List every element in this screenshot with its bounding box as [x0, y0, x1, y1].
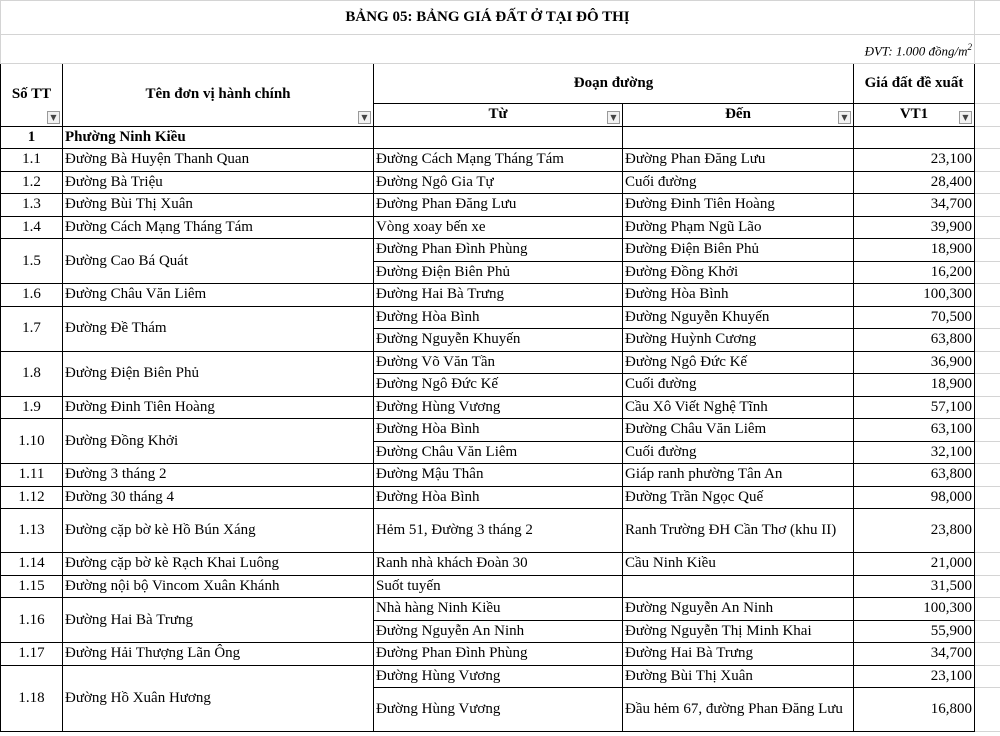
road-name[interactable]: Đường Bà Triệu: [63, 171, 374, 194]
segment-from[interactable]: Đường Võ Văn Tần: [374, 351, 623, 374]
price-vt1[interactable]: 32,100: [854, 441, 975, 464]
table-row: [1, 486, 1000, 509]
empty-cell[interactable]: [975, 598, 1000, 621]
empty-cell[interactable]: [975, 643, 1000, 666]
segment-to[interactable]: Đường Nguyễn An Ninh: [623, 598, 854, 621]
empty-cell[interactable]: [975, 509, 1000, 553]
road-name[interactable]: Đường Đề Thám: [63, 306, 374, 351]
header-price[interactable]: Giá đất đề xuất: [854, 64, 975, 104]
segment-from[interactable]: Vòng xoay bến xe: [374, 216, 623, 239]
segment-from[interactable]: Đường Hùng Vương: [374, 665, 623, 688]
segment-from[interactable]: Đường Hòa Bình: [374, 486, 623, 509]
row-number[interactable]: 1.6: [1, 284, 63, 307]
table-row: [1, 396, 1000, 419]
segment-to[interactable]: Đường Huỳnh Cương: [623, 329, 854, 352]
filter-dropdown-icon[interactable]: ▼: [607, 111, 620, 124]
road-name[interactable]: Đường cặp bờ kè Hồ Bún Xáng: [63, 509, 374, 553]
price-vt1[interactable]: 98,000: [854, 486, 975, 509]
empty-cell[interactable]: [623, 126, 854, 149]
price-vt1[interactable]: 16,800: [854, 688, 975, 732]
empty-cell[interactable]: [374, 126, 623, 149]
empty-cell[interactable]: [975, 216, 1000, 239]
filter-dropdown-icon[interactable]: ▼: [838, 111, 851, 124]
segment-to[interactable]: Cuối đường: [623, 441, 854, 464]
price-vt1[interactable]: 23,800: [854, 509, 975, 553]
price-vt1[interactable]: 18,900: [854, 374, 975, 397]
segment-from[interactable]: Đường Châu Văn Liêm: [374, 441, 623, 464]
row-number[interactable]: 1.9: [1, 396, 63, 419]
segment-to[interactable]: Đường Phan Đăng Lưu: [623, 149, 854, 172]
price-vt1[interactable]: 34,700: [854, 643, 975, 666]
table-row: [1, 216, 1000, 239]
price-vt1[interactable]: 63,800: [854, 329, 975, 352]
header-to[interactable]: [623, 104, 854, 127]
row-number[interactable]: 1.2: [1, 171, 63, 194]
road-name[interactable]: Đường Điện Biên Phủ: [63, 351, 374, 396]
price-vt1[interactable]: 63,800: [854, 464, 975, 487]
segment-to[interactable]: Ranh Trường ĐH Cần Thơ (khu II): [623, 509, 854, 553]
unit-text: ĐVT: 1.000 đồng/m: [864, 43, 968, 59]
filter-dropdown-icon[interactable]: ▼: [959, 111, 972, 124]
sheet-title[interactable]: BẢNG 05: BẢNG GIÁ ĐẤT Ở TẠI ĐÔ THỊ: [1, 1, 975, 35]
road-name[interactable]: Đường Bùi Thị Xuân: [63, 194, 374, 217]
segment-from[interactable]: Đường Nguyễn Khuyến: [374, 329, 623, 352]
row-number[interactable]: 1.15: [1, 575, 63, 598]
segment-from[interactable]: Nhà hàng Ninh Kiều: [374, 598, 623, 621]
price-vt1[interactable]: 100,300: [854, 598, 975, 621]
segment-to[interactable]: Đường Trần Ngọc Quế: [623, 486, 854, 509]
price-vt1[interactable]: 100,300: [854, 284, 975, 307]
empty-cell[interactable]: [975, 665, 1000, 688]
road-name[interactable]: Đường cặp bờ kè Rạch Khai Luông: [63, 553, 374, 576]
segment-to[interactable]: Đường Điện Biên Phủ: [623, 239, 854, 262]
empty-cell[interactable]: [975, 464, 1000, 487]
table-row: [1, 553, 1000, 576]
empty-cell[interactable]: [975, 306, 1000, 329]
row-number[interactable]: 1.17: [1, 643, 63, 666]
empty-cell[interactable]: [975, 486, 1000, 509]
empty-cell[interactable]: [975, 64, 1000, 104]
table-row: [1, 194, 1000, 217]
road-name[interactable]: Đường Hồ Xuân Hương: [63, 665, 374, 732]
price-vt1[interactable]: 57,100: [854, 396, 975, 419]
row-number[interactable]: 1.18: [1, 665, 63, 732]
segment-from[interactable]: Ranh nhà khách Đoàn 30: [374, 553, 623, 576]
empty-cell[interactable]: [975, 620, 1000, 643]
empty-cell[interactable]: [975, 284, 1000, 307]
table-row: [1, 464, 1000, 487]
table-row: [1, 643, 1000, 666]
table-row: [1, 575, 1000, 598]
header-name[interactable]: [63, 64, 374, 127]
row-number[interactable]: 1.8: [1, 351, 63, 396]
segment-to[interactable]: Đường Nguyễn Khuyến: [623, 306, 854, 329]
row-number[interactable]: 1.12: [1, 486, 63, 509]
segment-to[interactable]: Cầu Ninh Kiều: [623, 553, 854, 576]
price-vt1[interactable]: 63,100: [854, 419, 975, 442]
road-name[interactable]: Đường 3 tháng 2: [63, 464, 374, 487]
empty-cell[interactable]: [975, 575, 1000, 598]
table-row: [1, 598, 1000, 621]
unit-superscript: 2: [967, 41, 972, 52]
header-from-label: Từ: [488, 106, 508, 123]
segment-from[interactable]: Đường Hùng Vương: [374, 688, 623, 732]
row-number[interactable]: 1.14: [1, 553, 63, 576]
table-row: [1, 509, 1000, 553]
road-name[interactable]: Đường Châu Văn Liêm: [63, 284, 374, 307]
segment-to[interactable]: Đường Bùi Thị Xuân: [623, 665, 854, 688]
segment-from[interactable]: Đường Hai Bà Trưng: [374, 284, 623, 307]
segment-from[interactable]: Đường Ngô Đức Kế: [374, 374, 623, 397]
segment-to[interactable]: Cuối đường: [623, 171, 854, 194]
segment-to[interactable]: Đường Đồng Khởi: [623, 261, 854, 284]
road-name[interactable]: Đường Bà Huyện Thanh Quan: [63, 149, 374, 172]
segment-from[interactable]: Hẻm 51, Đường 3 tháng 2: [374, 509, 623, 553]
row-number[interactable]: 1.4: [1, 216, 63, 239]
empty-cell[interactable]: [975, 351, 1000, 374]
table-row: [1, 665, 1000, 688]
header-segment[interactable]: Đoạn đường: [374, 64, 854, 104]
segment-to[interactable]: Đường Hai Bà Trưng: [623, 643, 854, 666]
empty-cell[interactable]: [975, 553, 1000, 576]
row-number[interactable]: 1.5: [1, 239, 63, 284]
empty-cell[interactable]: [975, 396, 1000, 419]
segment-from[interactable]: Đường Hòa Bình: [374, 419, 623, 442]
segment-from[interactable]: Đường Nguyễn An Ninh: [374, 620, 623, 643]
table-row: [1, 149, 1000, 172]
empty-cell[interactable]: [975, 104, 1000, 127]
empty-cell[interactable]: [854, 126, 975, 149]
header-to-label: Đến: [725, 106, 751, 123]
price-vt1[interactable]: 28,400: [854, 171, 975, 194]
empty-cell[interactable]: [975, 441, 1000, 464]
segment-to[interactable]: Cầu Xô Viết Nghệ Tĩnh: [623, 396, 854, 419]
segment-from[interactable]: Đường Phan Đình Phùng: [374, 643, 623, 666]
empty-cell[interactable]: [975, 374, 1000, 397]
segment-to[interactable]: Đường Hòa Bình: [623, 284, 854, 307]
road-name[interactable]: Đường nội bộ Vincom Xuân Khánh: [63, 575, 374, 598]
header-stt[interactable]: [1, 64, 63, 127]
table-row: [1, 306, 1000, 329]
section-name[interactable]: Phường Ninh Kiều: [63, 126, 374, 149]
price-vt1[interactable]: 70,500: [854, 306, 975, 329]
price-vt1[interactable]: 18,900: [854, 239, 975, 262]
empty-cell[interactable]: [975, 35, 1000, 64]
empty-cell[interactable]: [975, 194, 1000, 217]
row-number[interactable]: 1.1: [1, 149, 63, 172]
segment-from[interactable]: Suốt tuyến: [374, 575, 623, 598]
road-name[interactable]: Đường Đinh Tiên Hoàng: [63, 396, 374, 419]
price-vt1[interactable]: 34,700: [854, 194, 975, 217]
header-vt1-label: VT1: [899, 106, 929, 123]
road-name[interactable]: Đường 30 tháng 4: [63, 486, 374, 509]
segment-to[interactable]: Đường Đinh Tiên Hoàng: [623, 194, 854, 217]
empty-cell[interactable]: [975, 419, 1000, 442]
header-from[interactable]: [374, 104, 623, 127]
price-vt1[interactable]: 16,200: [854, 261, 975, 284]
road-name[interactable]: Đường Hải Thượng Lãn Ông: [63, 643, 374, 666]
row-number[interactable]: 1.11: [1, 464, 63, 487]
segment-to[interactable]: Đường Ngô Đức Kế: [623, 351, 854, 374]
price-vt1[interactable]: 31,500: [854, 575, 975, 598]
segment-from[interactable]: Đường Điện Biên Phủ: [374, 261, 623, 284]
header-stt-label: Số TT: [11, 86, 52, 103]
segment-to[interactable]: Đường Nguyễn Thị Minh Khai: [623, 620, 854, 643]
empty-cell[interactable]: [975, 1, 1000, 35]
empty-cell[interactable]: [975, 126, 1000, 149]
row-number[interactable]: 1.7: [1, 306, 63, 351]
road-name[interactable]: Đường Đồng Khởi: [63, 419, 374, 464]
price-vt1[interactable]: 23,100: [854, 149, 975, 172]
section-number[interactable]: 1: [1, 126, 63, 149]
segment-to[interactable]: Cuối đường: [623, 374, 854, 397]
empty-cell[interactable]: [975, 329, 1000, 352]
price-vt1[interactable]: 39,900: [854, 216, 975, 239]
empty-cell[interactable]: [975, 261, 1000, 284]
segment-from[interactable]: Đường Phan Đăng Lưu: [374, 194, 623, 217]
segment-from[interactable]: Đường Ngô Gia Tự: [374, 171, 623, 194]
price-vt1[interactable]: 21,000: [854, 553, 975, 576]
table-row: [1, 419, 1000, 442]
filter-dropdown-icon[interactable]: ▼: [47, 111, 60, 124]
road-name[interactable]: Đường Cách Mạng Tháng Tám: [63, 216, 374, 239]
header-vt1[interactable]: [854, 104, 975, 127]
table-row: [1, 239, 1000, 262]
price-vt1[interactable]: 36,900: [854, 351, 975, 374]
segment-from[interactable]: Đường Hùng Vương: [374, 396, 623, 419]
row-number[interactable]: 1.3: [1, 194, 63, 217]
table-row: [1, 171, 1000, 194]
empty-cell[interactable]: [975, 688, 1000, 732]
segment-from[interactable]: Đường Hòa Bình: [374, 306, 623, 329]
empty-cell[interactable]: [975, 171, 1000, 194]
segment-to[interactable]: Đường Phạm Ngũ Lão: [623, 216, 854, 239]
segment-from[interactable]: Đường Phan Đình Phùng: [374, 239, 623, 262]
segment-from[interactable]: Đường Mậu Thân: [374, 464, 623, 487]
price-vt1[interactable]: 23,100: [854, 665, 975, 688]
segment-to[interactable]: Giáp ranh phường Tân An: [623, 464, 854, 487]
row-number[interactable]: 1.10: [1, 419, 63, 464]
header-name-label: Tên đơn vị hành chính: [145, 86, 291, 103]
table-row: [1, 284, 1000, 307]
table-row: [1, 351, 1000, 374]
empty-cell[interactable]: [975, 239, 1000, 262]
row-number[interactable]: 1.16: [1, 598, 63, 643]
empty-cell[interactable]: [975, 149, 1000, 172]
segment-to[interactable]: Đầu hẻm 67, đường Phan Đăng Lưu: [623, 688, 854, 732]
road-name[interactable]: Đường Hai Bà Trưng: [63, 598, 374, 643]
segment-to[interactable]: [623, 575, 854, 598]
unit-note[interactable]: [1, 35, 975, 64]
segment-from[interactable]: Đường Cách Mạng Tháng Tám: [374, 149, 623, 172]
road-name[interactable]: Đường Cao Bá Quát: [63, 239, 374, 284]
price-vt1[interactable]: 55,900: [854, 620, 975, 643]
filter-dropdown-icon[interactable]: ▼: [358, 111, 371, 124]
row-number[interactable]: 1.13: [1, 509, 63, 553]
segment-to[interactable]: Đường Châu Văn Liêm: [623, 419, 854, 442]
